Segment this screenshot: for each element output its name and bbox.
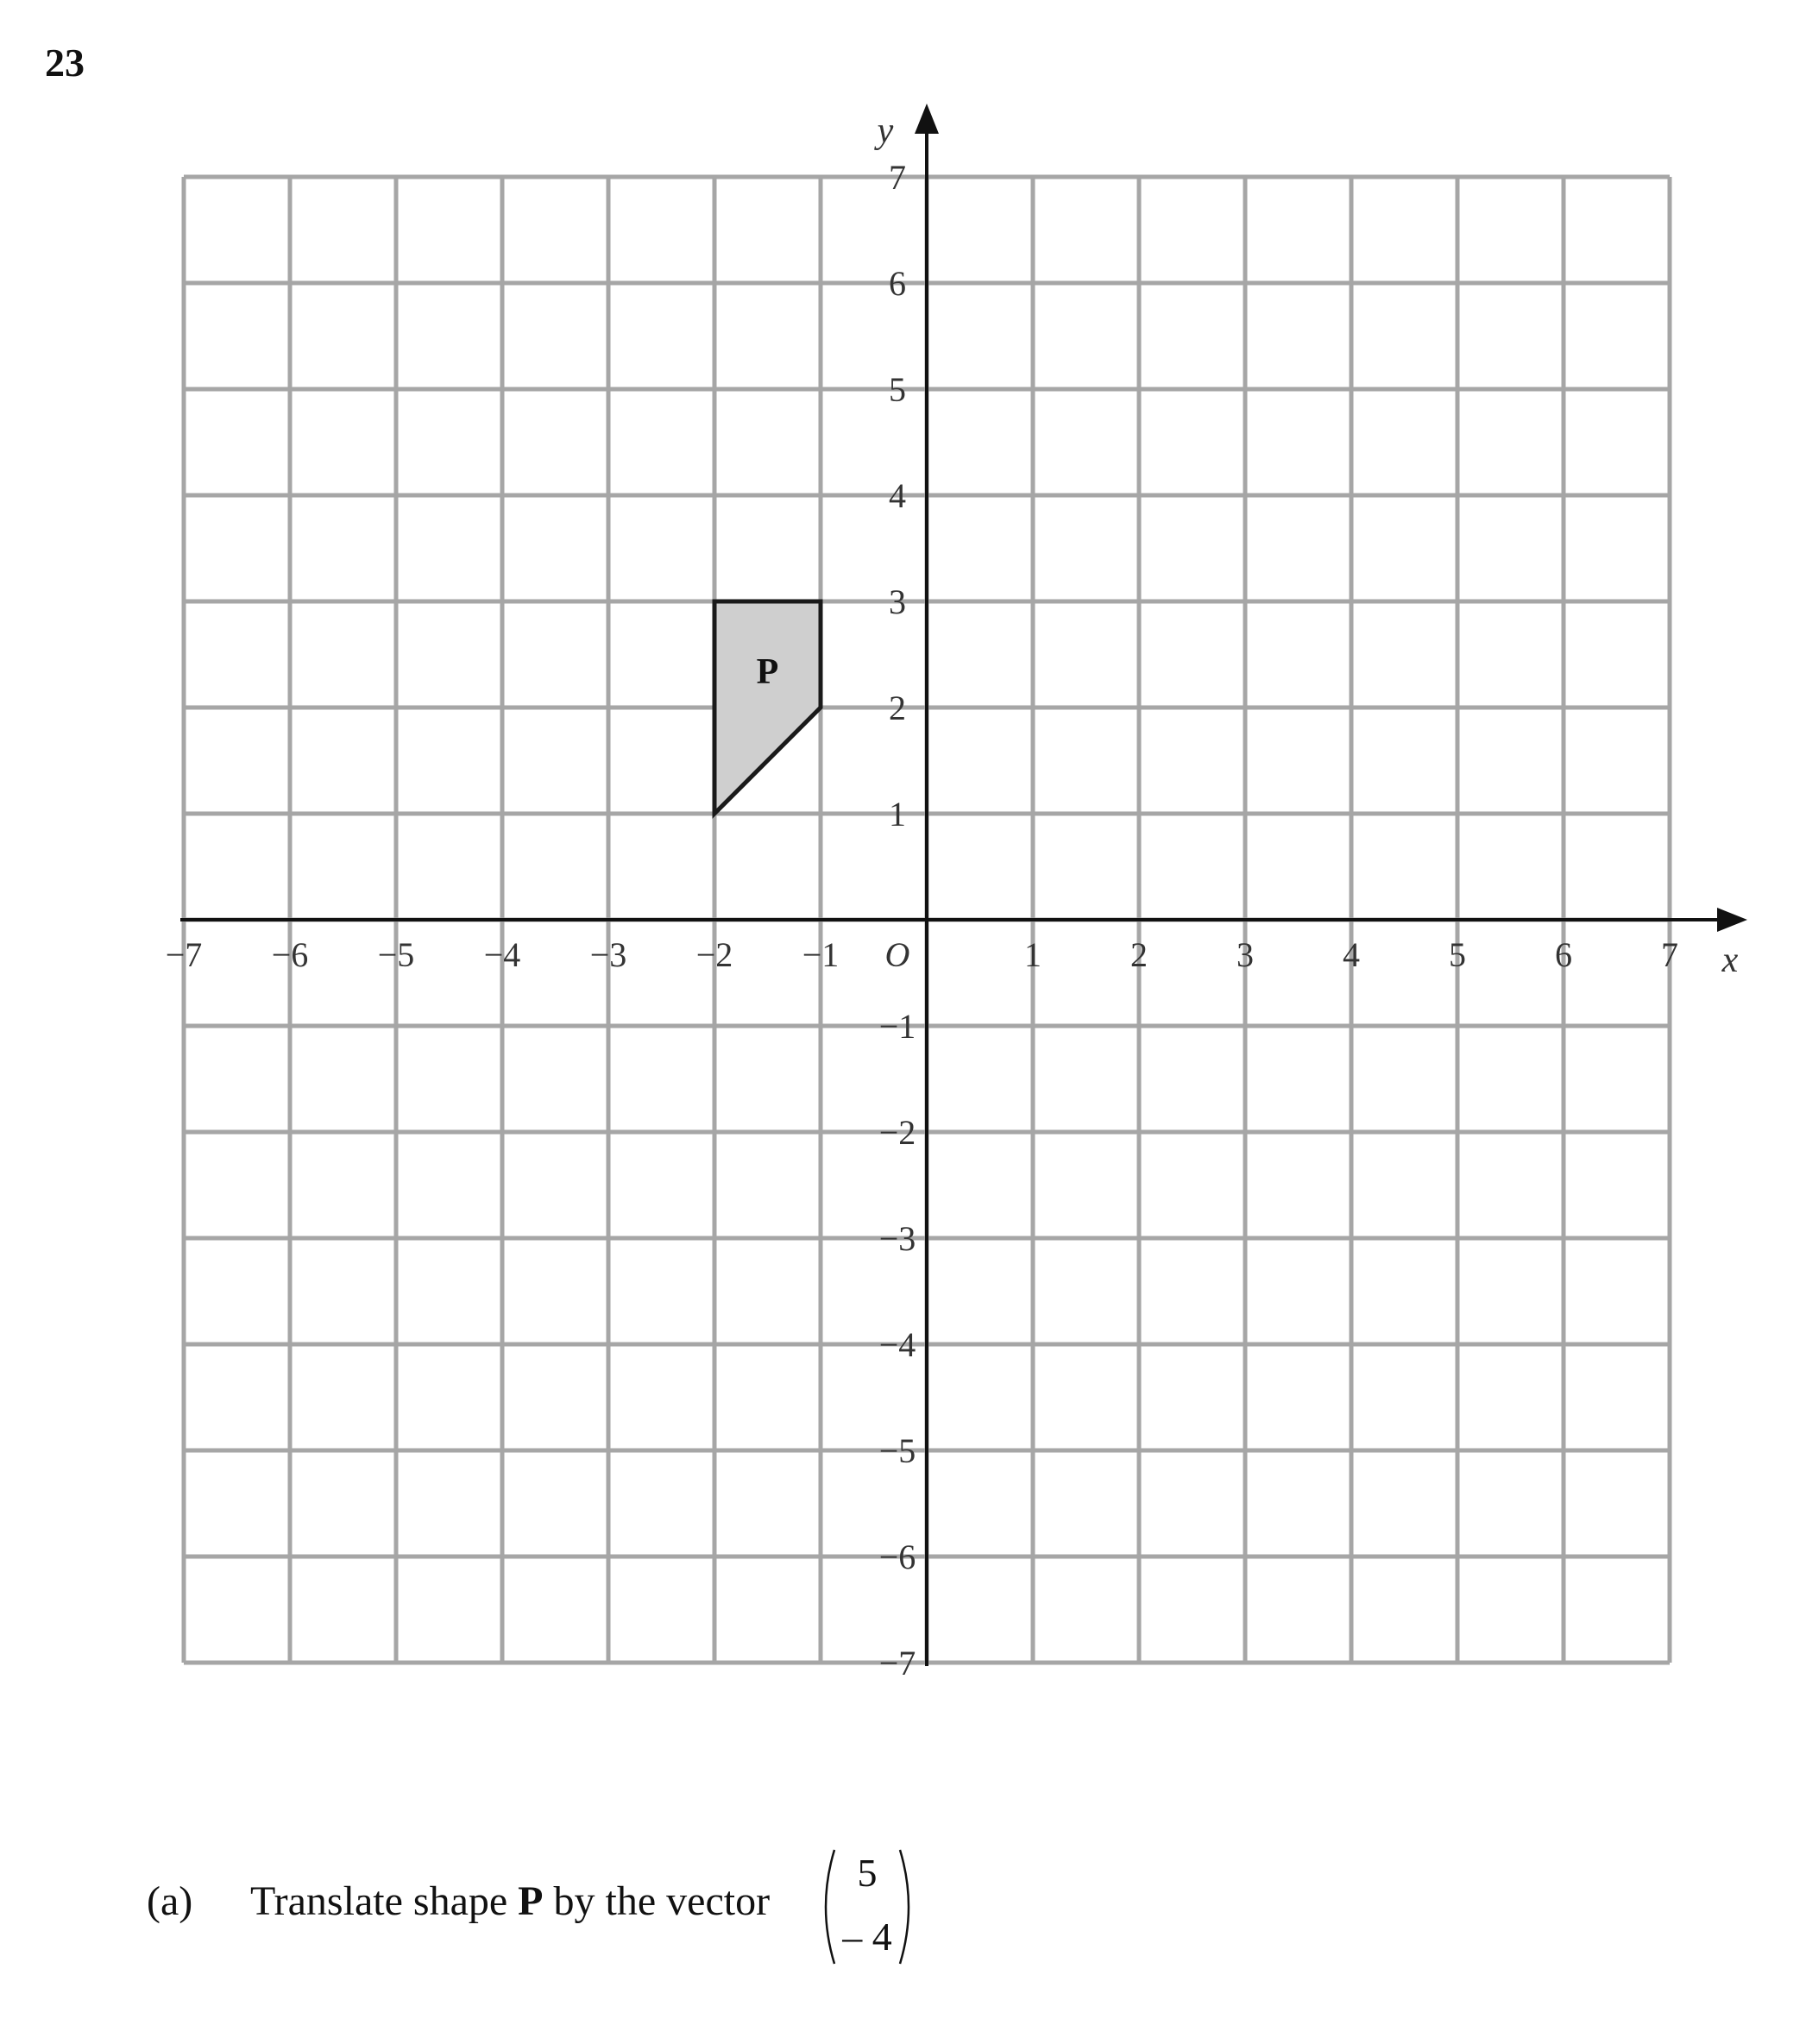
x-tick-label: −5 [377,935,415,974]
x-axis-arrow-icon [1717,908,1747,932]
vector-bottom-value: – 4 [842,1915,892,1959]
x-tick-label: −1 [802,935,840,974]
x-tick-label: −2 [695,935,733,974]
translation-vector [815,1846,919,1967]
y-tick-label: 1 [889,795,906,833]
y-tick-label: 5 [889,370,906,409]
y-tick-label: −2 [878,1113,916,1152]
y-tick-label: 6 [889,264,906,303]
x-tick-label: 2 [1130,935,1148,974]
x-tick-label: 6 [1555,935,1572,974]
instruction-text-before: Translate shape [250,1878,519,1924]
y-tick-label: −3 [878,1219,916,1258]
y-tick-label: −4 [878,1325,916,1364]
x-tick-label: −4 [483,935,521,974]
shape-layer [714,601,821,814]
x-tick-label: −6 [271,935,309,974]
part-a-label: (a) [147,1878,193,1924]
y-axis-arrow-icon [915,104,939,134]
axes [180,104,1747,1666]
tick-labels [166,111,1739,1682]
y-tick-label: 2 [889,689,906,727]
y-axis-label: y [877,111,894,151]
x-tick-label: 7 [1661,935,1678,974]
instruction-text-after: by the vector [543,1878,771,1924]
shape-label-p: P [756,652,779,692]
y-tick-label: 3 [889,582,906,621]
y-tick-label: −1 [878,1007,916,1046]
shape-p [714,601,821,814]
y-tick-label: −7 [878,1644,916,1682]
x-tick-label: 3 [1237,935,1254,974]
x-tick-label: −7 [165,935,203,974]
vector-top-value: 5 [857,1851,878,1895]
y-tick-label: −6 [878,1538,916,1576]
instruction-shape-name: P [518,1878,544,1924]
part-a-instruction [250,1878,771,1924]
y-tick-label: 4 [889,476,906,515]
x-tick-label: 1 [1024,935,1041,974]
x-tick-label: −3 [589,935,627,974]
x-tick-label: 4 [1343,935,1360,974]
origin-label: O [884,935,910,974]
x-tick-label: 5 [1449,935,1466,974]
y-tick-label: 7 [889,158,906,197]
x-axis-label: x [1721,940,1739,980]
question-number: 23 [45,41,85,85]
y-tick-label: −5 [878,1431,916,1470]
